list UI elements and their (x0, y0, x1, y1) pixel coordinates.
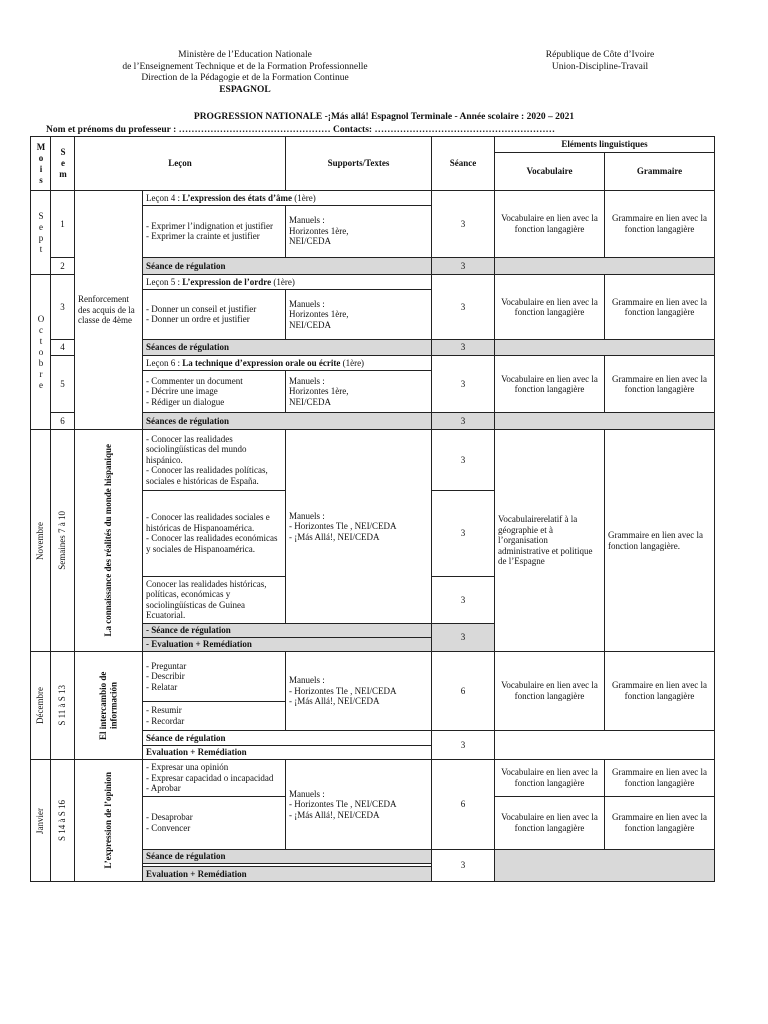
seance-count: 3 (432, 257, 495, 275)
lesson-6-title: Leçon 6 : La technique d’expression orale ou écrite (1ère) (143, 356, 432, 371)
seance-count: 3 (432, 430, 495, 490)
sem-dec: S 11 à S 13 (51, 651, 75, 759)
seance-count: 3 (432, 730, 495, 759)
gram-cell: Grammaire en lien avec la fonction langagière (605, 275, 715, 340)
theme-jan: L’expression de l’opinion (75, 760, 143, 882)
regulation-row: Séances de régulation (143, 412, 432, 430)
seance-count: 3 (432, 191, 495, 258)
sem-1: 1 (51, 191, 75, 258)
vocab-cell: Vocabulaire en lien avec la fonction langagière (495, 796, 605, 849)
gram-cell: Grammaire en lien avec la fonction langagière (605, 651, 715, 730)
evaluation-row: Evaluation + Remédiation (143, 745, 432, 760)
sem-4: 4 (51, 339, 75, 356)
seance-count: 3 (432, 490, 495, 576)
gram-cell: Grammaire en lien avec la fonction langagière (605, 760, 715, 796)
evaluation-row: Evaluation + Remédiation (143, 867, 432, 882)
regulation-row: Séance de régulation (143, 849, 432, 864)
seance-count: 3 (432, 339, 495, 356)
republic-line-2: Union-Discipline-Travail (551, 61, 649, 72)
sem-2: 2 (51, 257, 75, 275)
seance-count: 3 (432, 275, 495, 340)
theme-dec: El intercambio de información (75, 651, 143, 759)
sem-nov: Semaines 7 à 10 (51, 430, 75, 652)
sem-6: 6 (51, 412, 75, 430)
progression-table (30, 136, 715, 882)
seance-count: 6 (432, 651, 495, 730)
seance-count: 3 (432, 356, 495, 412)
renforcement-cell: Renforcement des acquis de la classe de 4ème (75, 191, 143, 430)
ministry-header (80, 50, 410, 96)
seance-count: 3 (432, 577, 495, 624)
regulation-row: Séance de régulation (143, 730, 432, 745)
regulation-row: Séance de régulation (143, 257, 432, 275)
theme-nov: La connaissance des réalités du monde hispanique (75, 430, 143, 652)
month-sept: Sept (31, 191, 51, 275)
regulation-blank (495, 339, 715, 356)
col-header-elements: Eléments linguistiques (495, 137, 715, 153)
vocab-nov: Vocabulairerelatif à la géographie et à l’organisation administrative et politique de l’Espagne (495, 430, 605, 652)
month-novembre: Novembre (31, 430, 51, 652)
dec-items-a: - Preguntar - Describir - Relatar (143, 651, 286, 701)
lesson-4-items: - Exprimer l’indignation et justifier - Exprimer la crainte et justifier (143, 205, 286, 257)
republic-header (500, 50, 700, 73)
month-decembre: Décembre (31, 651, 51, 759)
lesson-5-items: - Donner un conseil et justifier - Donner un ordre et justifier (143, 289, 286, 339)
vocab-cell: Vocabulaire en lien avec la fonction langagière (495, 760, 605, 796)
ministry-line-1: Ministère de l’Education Nationale (178, 50, 312, 60)
nov-items-b: - Conocer las realidades sociales e históricas de Hispanoamérica. - Conocer las realidades económicas y sociales de Hispanoamérica. (143, 490, 286, 576)
vocab-cell: Vocabulaire en lien avec la fonction langagière (495, 651, 605, 730)
regulation-row: - Séance de régulation (143, 623, 432, 637)
seance-count: 3 (432, 623, 495, 651)
jan-items-b: - Desaprobar - Convencer (143, 796, 286, 849)
jan-items-a: - Expresar una opinión - Expresar capacidad o incapacidad - Aprobar (143, 760, 286, 796)
document-title: PROGRESSION NATIONALE -¡Más allá! Espagnol Terminale - Année scolaire : 2020 – 2021 (193, 112, 575, 122)
seance-count: 6 (432, 760, 495, 849)
ministry-line-3: Direction de la Pédagogie et de la Formation Continue (141, 73, 349, 83)
col-header-supports: Supports/Textes (286, 137, 432, 191)
regulation-blank (495, 257, 715, 275)
republic-line-1: République de Côte d’Ivoire (545, 50, 655, 60)
vocab-cell: Vocabulaire en lien avec la fonction langagière (495, 356, 605, 412)
supports-cell: Manuels : Horizontes 1ère, NEI/CEDA (286, 205, 432, 257)
dec-items-b: - Resumir - Recordar (143, 701, 286, 730)
lesson-6-items: - Commenter un document - Décrire une image - Rédiger un dialogue (143, 371, 286, 413)
lesson-4-title: Leçon 4 : L’expression des états d’âme (1ère) (143, 191, 432, 206)
month-octobre: Octobre (31, 275, 51, 430)
sem-5: 5 (51, 356, 75, 412)
col-header-sem: Sem (51, 137, 75, 191)
gram-cell: Grammaire en lien avec la fonction langagière (605, 796, 715, 849)
sem-3: 3 (51, 275, 75, 340)
subject-label: ESPAGNOL (219, 84, 271, 95)
supports-cell: Manuels : Horizontes 1ère, NEI/CEDA (286, 289, 432, 339)
col-header-lecon: Leçon (75, 137, 286, 191)
supports-cell: Manuels : - Horizontes Tle , NEI/CEDA - ¡Más Allá!, NEI/CEDA (286, 651, 432, 730)
lesson-5-title: Leçon 5 : L’expression de l’ordre (1ère) (143, 275, 432, 290)
supports-cell: Manuels : Horizontes 1ère, NEI/CEDA (286, 371, 432, 413)
gram-cell: Grammaire en lien avec la fonction langagière (605, 356, 715, 412)
ministry-line-2: de l’Enseignement Technique et de la Formation Professionnelle (122, 61, 368, 72)
month-janvier: Janvier (31, 760, 51, 882)
regulation-blank (495, 412, 715, 430)
vocab-cell: Vocabulaire en lien avec la fonction langagière (495, 191, 605, 258)
supports-cell: Manuels : - Horizontes Tle , NEI/CEDA - ¡Más Allá!, NEI/CEDA (286, 430, 432, 624)
col-header-seance: Séance (432, 137, 495, 191)
gram-nov: Grammaire en lien avec la fonction langagière. (605, 430, 715, 652)
regulation-blank (495, 730, 715, 759)
seance-count: 3 (432, 849, 495, 881)
seance-count: 3 (432, 412, 495, 430)
evaluation-row: - Evaluation + Remédiation (143, 637, 432, 651)
sem-jan: S 14 à S 16 (51, 760, 75, 882)
nov-items-c: Conocer las realidades históricas, políticas, económicas y sociolingüísticas de Guinea Ecuatorial. (143, 577, 286, 624)
supports-cell: Manuels : - Horizontes Tle , NEI/CEDA - ¡Más Allá!, NEI/CEDA (286, 760, 432, 849)
gram-cell: Grammaire en lien avec la fonction langagière (605, 191, 715, 258)
regulation-row: Séances de régulation (143, 339, 432, 356)
col-header-gram: Grammaire (605, 152, 715, 190)
teacher-name-row: Nom et prénoms du professeur : ………………………………………… Contacts: ………………………………………………… (46, 125, 555, 135)
col-header-mois: Mois (31, 137, 51, 191)
col-header-vocab: Vocabulaire (495, 152, 605, 190)
nov-items-a: - Conocer las realidades sociolingüísticas del mundo hispánico. - Conocer las realidades políticas, sociales e históricas de España. (143, 430, 286, 490)
regulation-blank (495, 849, 715, 881)
vocab-cell: Vocabulaire en lien avec la fonction langagière (495, 275, 605, 340)
